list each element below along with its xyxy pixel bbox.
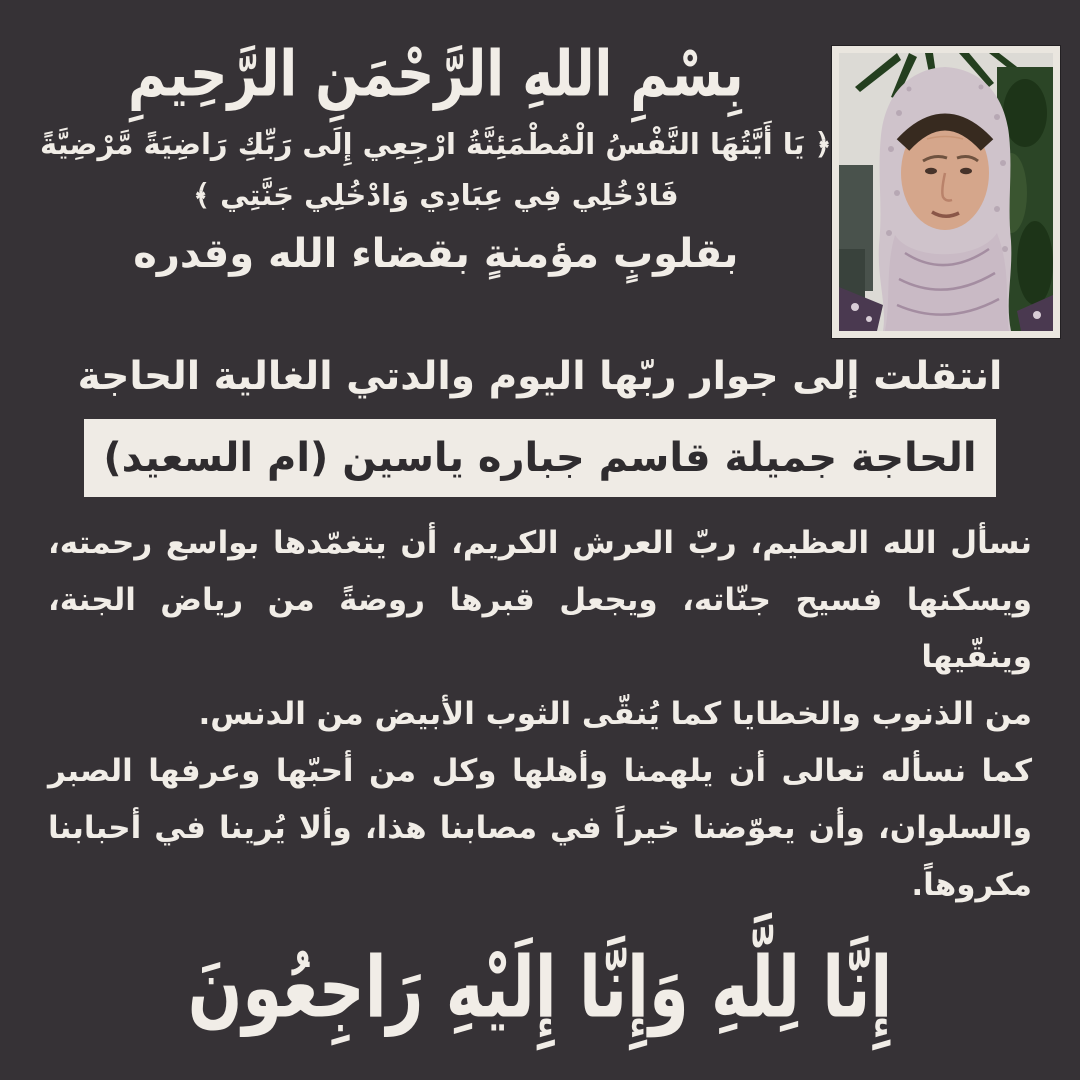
deceased-name-box bbox=[84, 419, 996, 497]
top-section bbox=[0, 34, 1080, 340]
face bbox=[901, 116, 989, 230]
istirja-calligraphy: إِنَّا لِلَّهِ وَإِنَّا إِلَيْهِ رَاجِعُونَ bbox=[187, 940, 893, 1038]
announcement-line2: انتقلت إلى جوار ربّها اليوم والدتي الغالية الحاجة bbox=[77, 354, 1003, 399]
deceased-name: الحاجة جميلة قاسم جباره ياسين (ام السعيد) bbox=[103, 435, 977, 481]
prayer-line: ويسكنها فسيح جنّاته، ويجعل قبرها روضةً من رياض الجنة، وينقّيها bbox=[48, 582, 1032, 675]
quran-verse-line2: فَادْخُلِي فِي عِبَادِي وَادْخُلِي جَنَّتِي ﴾ bbox=[193, 178, 679, 213]
prayer-paragraph bbox=[0, 497, 1080, 914]
bismillah-calligraphy: بِسْمِ اللهِ الرَّحْمَنِ الرَّحِيمِ bbox=[127, 38, 744, 112]
deceased-photo-frame bbox=[832, 46, 1060, 338]
deceased-photo bbox=[839, 53, 1053, 331]
prayer-line: مكروهاً. bbox=[911, 867, 1032, 903]
prayer-line: من الذنوب والخطايا كما يُنقّى الثوب الأبيض من الدنس. bbox=[198, 696, 1032, 732]
calligraphy-column bbox=[40, 34, 832, 277]
prayer-line: كما نسأله تعالى أن يلهمنا وأهلها وكل من أحبّها وعرفها الصبر bbox=[48, 753, 1032, 789]
prayer-line: والسلوان، وأن يعوّضنا خيراً في مصابنا هذا، وألا يُرينا في أحبابنا bbox=[48, 810, 1032, 846]
prayer-line: نسأل الله العظيم، ربّ العرش الكريم، أن يتغمّدها بواسع رحمته، bbox=[48, 525, 1032, 561]
announcement-line1: بقلوبٍ مؤمنةٍ بقضاء الله وقدره bbox=[133, 230, 739, 277]
quran-verse-line1: ﴿ يَا أَيَّتُهَا النَّفْسُ الْمُطْمَئِنَّةُ ارْجِعِي إِلَى رَبِّكِ رَاضِيَةً مَّرْضِيَّةً bbox=[40, 127, 832, 162]
